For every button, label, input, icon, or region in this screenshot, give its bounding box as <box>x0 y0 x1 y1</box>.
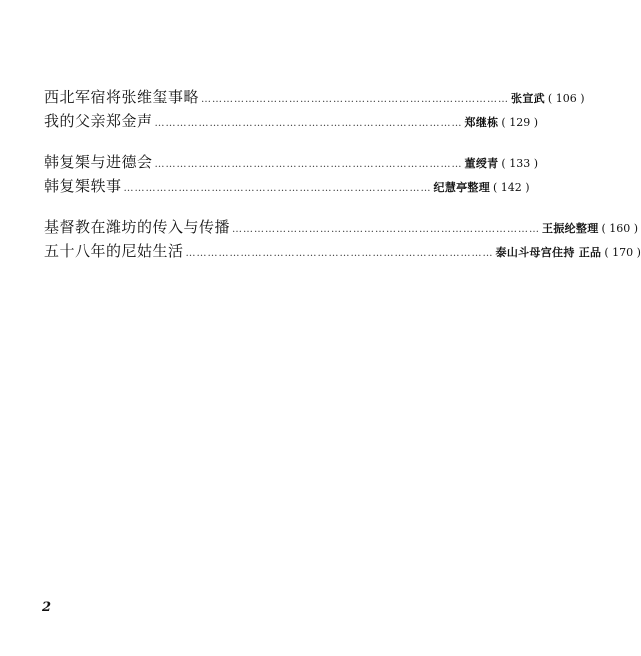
toc-entry <box>44 151 538 172</box>
toc-entry-author: 张宣武 <box>511 92 545 105</box>
toc-entry-page: ( 142 ) <box>493 181 530 194</box>
toc-entry-author: 泰山斗母宫住持 正品 <box>495 246 602 259</box>
dot-leader: ………………………………………………………………………… <box>154 118 463 129</box>
toc-entry-title: 五十八年的尼姑生活 <box>44 242 184 260</box>
toc-entry <box>44 175 530 196</box>
toc-entry-page: ( 133 ) <box>501 157 538 170</box>
toc-entry <box>44 216 639 237</box>
toc-entry-page: ( 129 ) <box>501 116 538 129</box>
toc-entry-title: 基督教在潍坊的传入与传播 <box>44 218 231 236</box>
dot-leader: ………………………………………………………………………… <box>185 248 494 259</box>
toc-entry <box>44 86 585 107</box>
toc-entry-title: 我的父亲郑金声 <box>44 112 153 130</box>
dot-leader: ………………………………………………………………………… <box>201 94 510 105</box>
toc-entry-page: ( 160 ) <box>601 222 639 235</box>
toc-entry-author: 郑继栋 <box>464 116 499 129</box>
dot-leader: ………………………………………………………………………… <box>123 183 432 194</box>
toc-entry-title: 韩复榘轶事 <box>44 177 122 195</box>
toc-entry-author: 纪慧亭整理 <box>433 181 491 194</box>
toc-entry-title: 西北军宿将张维玺事略 <box>44 88 200 106</box>
toc-entry-page: ( 106 ) <box>547 92 585 105</box>
toc-entry-author: 董绶青 <box>464 157 499 170</box>
dot-leader: ………………………………………………………………………… <box>232 224 541 235</box>
toc-entry-title: 韩复榘与进德会 <box>44 153 153 171</box>
toc-entry <box>44 110 538 131</box>
dot-leader: ………………………………………………………………………… <box>154 159 463 170</box>
toc-entry-author: 王振纶整理 <box>542 222 599 235</box>
toc-entry-page: ( 170 ) <box>604 246 641 259</box>
toc-entry <box>44 240 641 261</box>
page-number: 2 <box>42 600 52 615</box>
